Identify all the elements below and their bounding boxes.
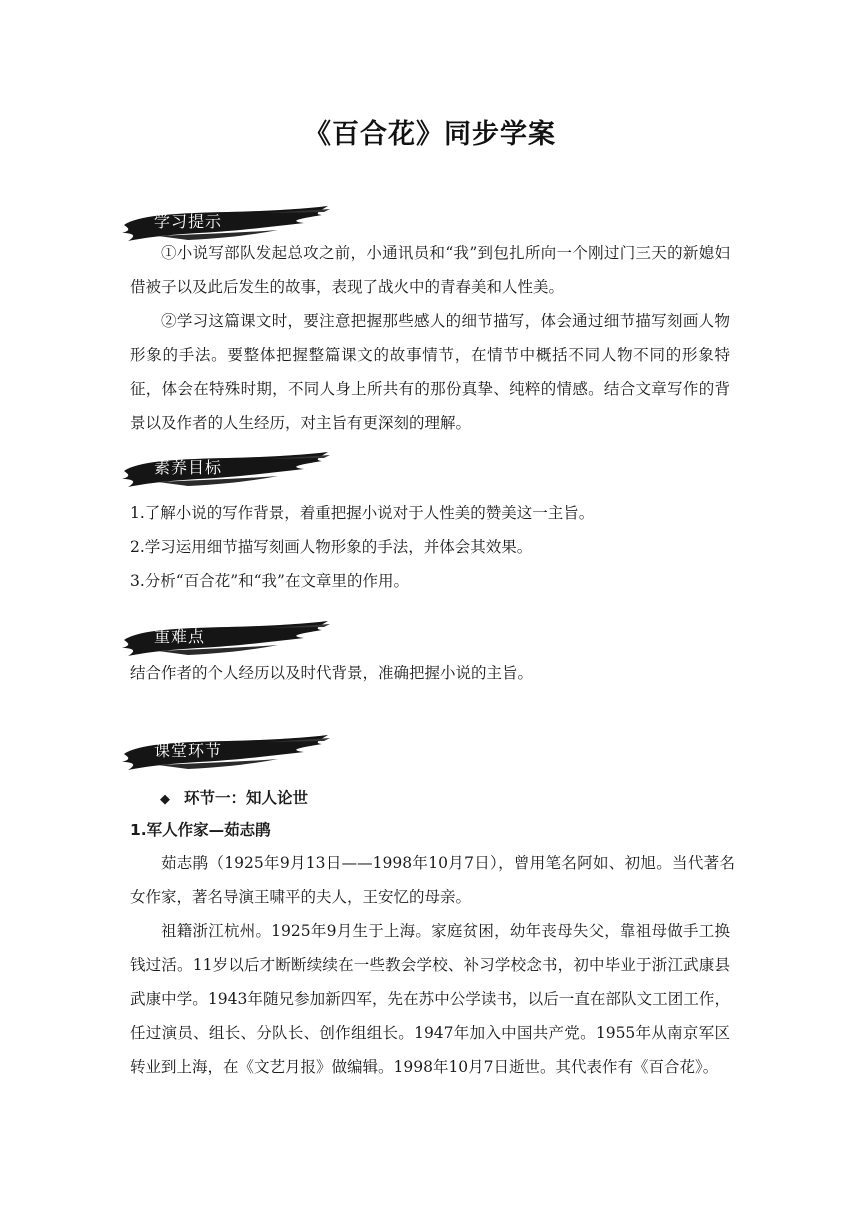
topic-title: 1.军人作家—茹志鹃 [130,821,271,839]
tips-paragraph-2: ②学习这篇课文时，要注意把握那些感人的细节描写，体会通过细节描写刻画人物形象的手法。要整体把握整篇课文的故事情节，在情节中概括不同人物不同的形象特征，体会在特殊时期，不同人身上所共有的那份真挚、纯粹的情感。结合文章写作的背景以及作者的人生经历，对主旨有更深刻的理解。 [130,312,730,432]
tips-paragraph-1: ①小说写部队发起总攻之前，小通讯员和“我”到包扎所向一个刚过门三天的新媳妇借被子以及此后发生的故事，表现了战火中的青春美和人性美。 [130,244,730,296]
section-banner-class [118,732,332,772]
key-points-text: 结合作者的个人经历以及时代背景，准确把握小说的主旨。 [130,664,534,682]
brush-stroke-icon [118,618,332,658]
document-title: 《百合花》同步学案 [304,119,556,150]
brush-stroke-icon [118,449,332,489]
step-title: 环节一：知人论世 [184,789,309,807]
section-label-goals: 素养目标 [154,458,223,477]
class-paragraph-2: 祖籍浙江杭州。1925年9月生于上海。家庭贫困，幼年丧母失父，靠祖母做手工换钱过活。11岁以后才断断续续在一些教会学校、补习学校念书，初中毕业于浙江武康县武康中学。1943年随兄参加新四军，先在苏中公学读书，以后一直在部队文工团工作，任过演员、组长、分队长、创作组组长。1947年加入中国共产党。1955年从南京军区转业到上海，在《文艺月报》做编辑。1998年10月7日逝世。其代表作有《百合花》。 [130,922,730,1076]
section-label-tips: 学习提示 [154,212,223,231]
goal-item-2: 2.学习运用细节描写刻画人物形象的手法，并体会其效果。 [130,538,533,556]
step-heading [160,784,308,814]
section-banner-goals [118,449,332,489]
brush-stroke-icon [118,732,332,772]
section-label-key-points: 重难点 [154,627,206,646]
section-banner-key-points [118,618,332,658]
goal-item-1: 1.了解小说的写作背景，着重把握小说对于人性美的赞美这一主旨。 [130,504,595,522]
diamond-bullet-icon: ◆ [160,792,170,807]
goal-item-3: 3.分析“百合花”和“我”在文章里的作用。 [130,572,409,590]
section-label-class: 课堂环节 [154,741,223,760]
class-paragraph-1: 茹志鹃（1925年9月13日——1998年10月7日），曾用笔名阿如、初旭。当代著名女作家，著名导演王啸平的夫人，王安忆的母亲。 [130,854,735,906]
